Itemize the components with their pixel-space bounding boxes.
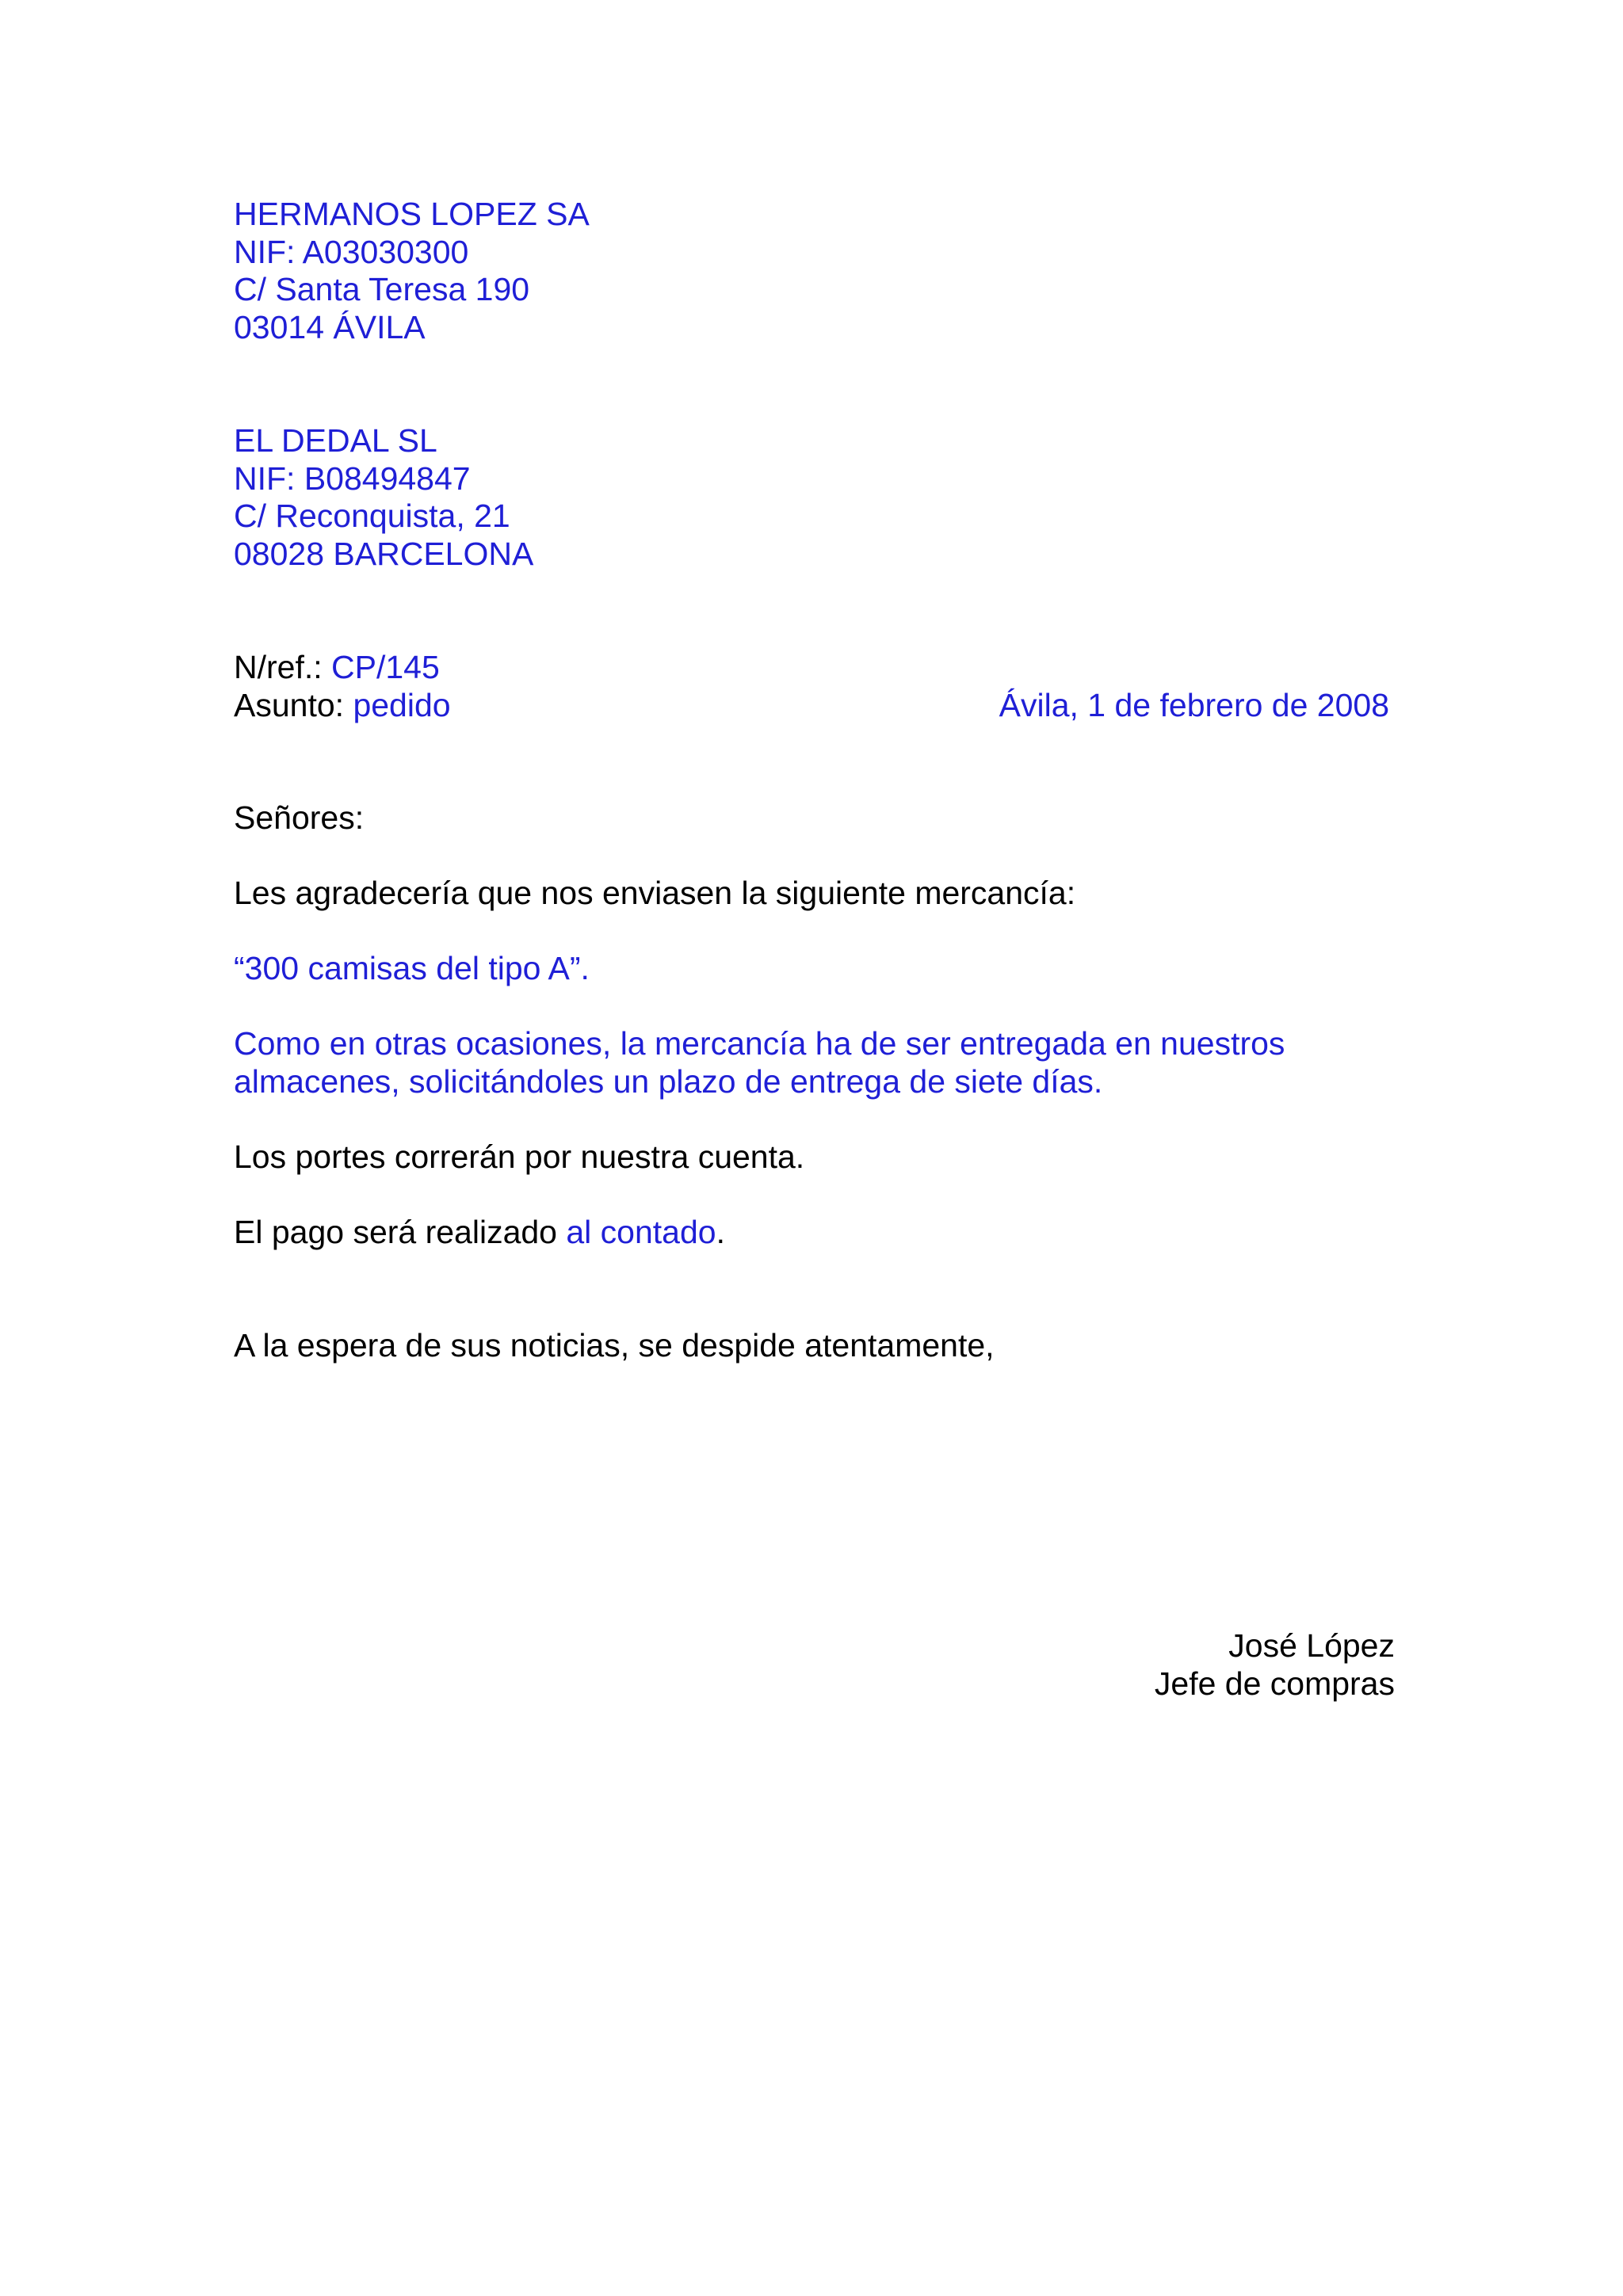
- subject-line: [234, 686, 451, 724]
- payment-suffix: .: [716, 1214, 725, 1250]
- recipient-nif: NIF: B08494847: [234, 460, 471, 497]
- subject-label: Asunto:: [234, 687, 353, 723]
- goods-ordered: “300 camisas del tipo A”.: [234, 950, 590, 986]
- signature-title: Jefe de compras: [1154, 1665, 1395, 1702]
- reference-label: N/ref.:: [234, 649, 332, 685]
- recipient-city: 08028 BARCELONA: [234, 536, 534, 572]
- reference-value: CP/145: [331, 649, 440, 685]
- sender-street: C/ Santa Teresa 190: [234, 271, 530, 307]
- sender-city: 03014 ÁVILA: [234, 309, 426, 345]
- payment-prefix: El pago será realizado: [234, 1214, 567, 1250]
- reference-line: [234, 648, 440, 686]
- subject-value: pedido: [353, 687, 451, 723]
- recipient-company-name: EL DEDAL SL: [234, 422, 437, 459]
- payment-method: al contado: [566, 1214, 716, 1250]
- delivery-terms-line-1: Como en otras ocasiones, la mercancía ha de ser entregada en nuestros: [234, 1025, 1285, 1062]
- sender-nif: NIF: A03030300: [234, 234, 469, 270]
- greeting: Señores:: [234, 799, 365, 836]
- shipping-terms: Los portes correrán por nuestra cuenta.: [234, 1138, 805, 1175]
- signature-name: José López: [1228, 1627, 1395, 1664]
- closing-sentence: A la espera de sus noticias, se despide atentamente,: [234, 1327, 995, 1363]
- place-and-date: Ávila, 1 de febrero de 2008: [999, 687, 1389, 723]
- recipient-street: C/ Reconquista, 21: [234, 498, 510, 534]
- request-sentence: Les agradecería que nos enviasen la siguiente mercancía:: [234, 875, 1076, 911]
- payment-terms: [234, 1213, 725, 1251]
- delivery-terms-line-2: almacenes, solicitándoles un plazo de entrega de siete días.: [234, 1063, 1103, 1100]
- sender-company-name: HERMANOS LOPEZ SA: [234, 196, 590, 232]
